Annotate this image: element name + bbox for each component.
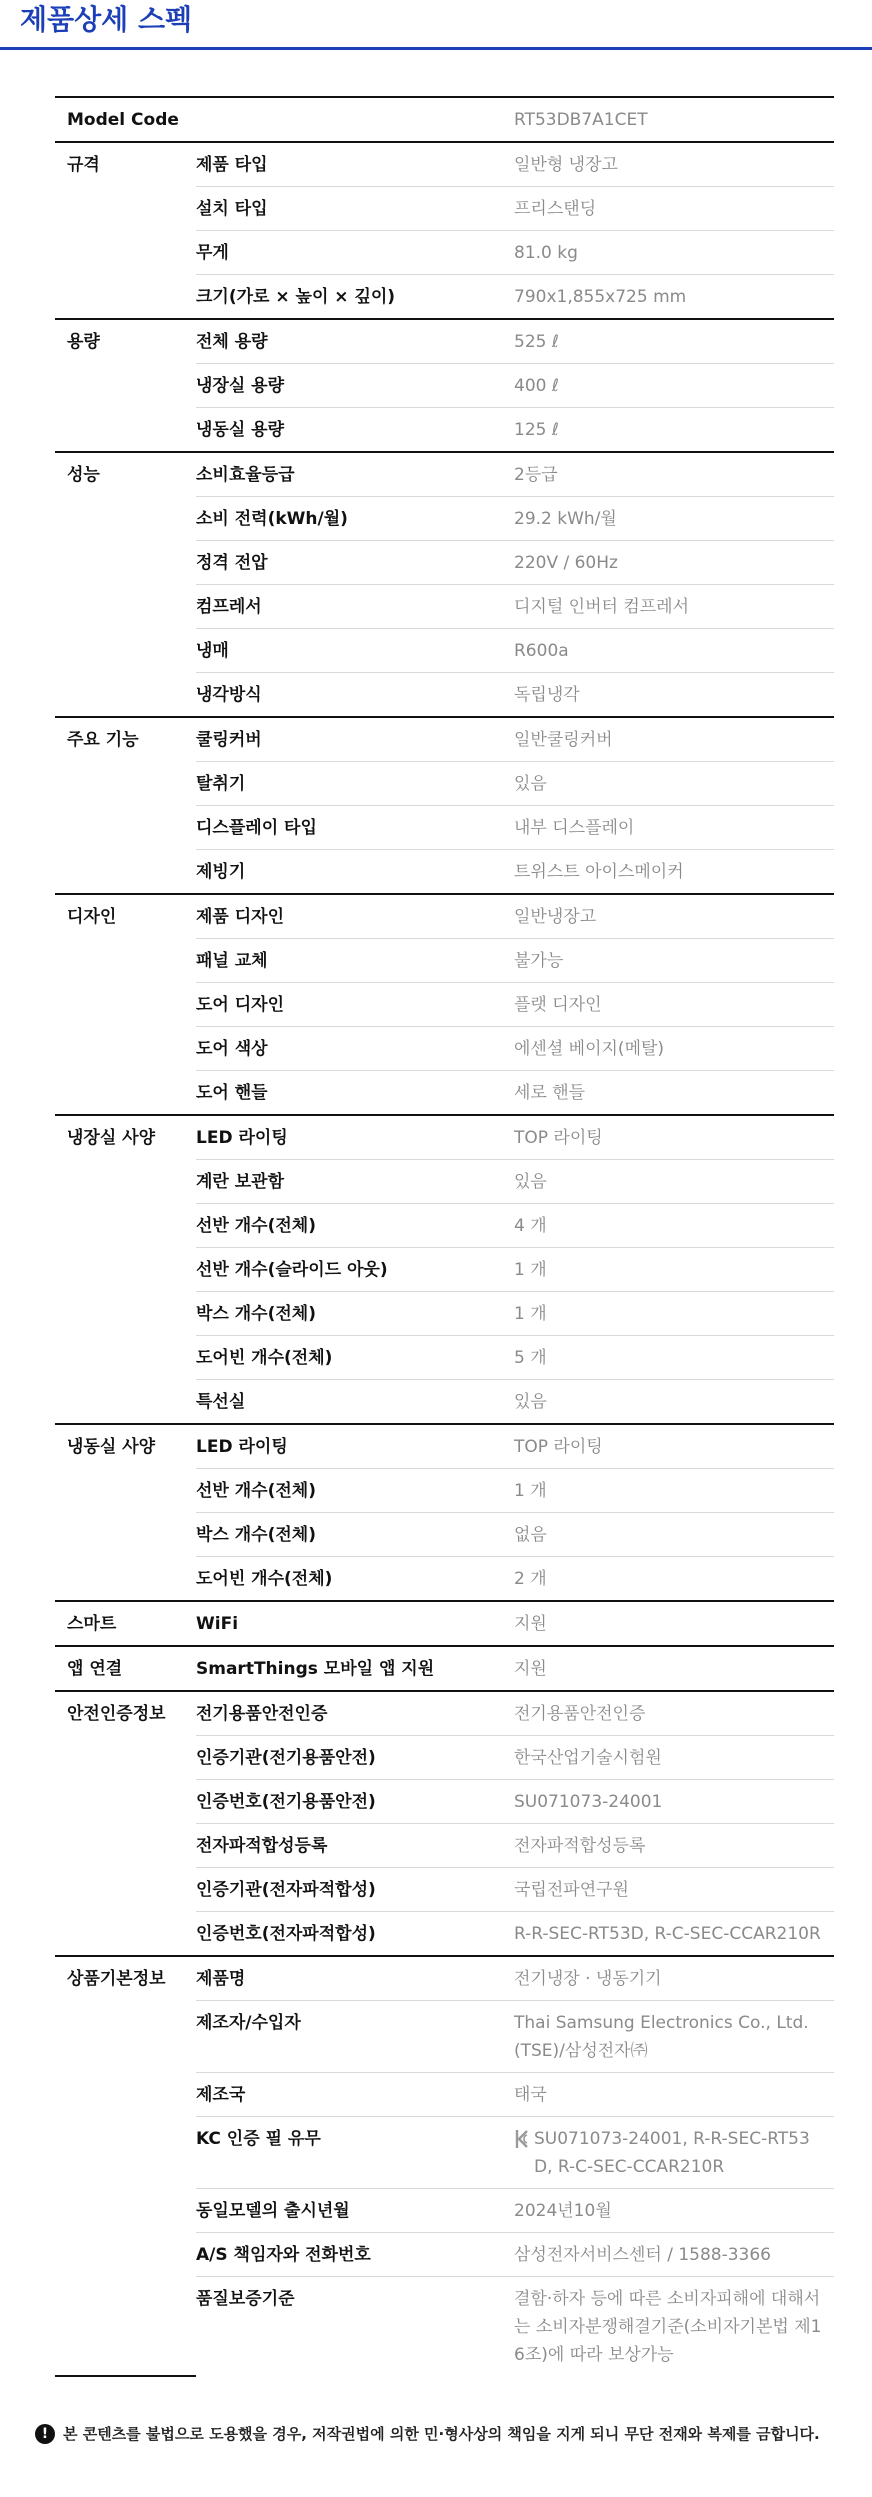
spec-value: 125 ℓ <box>514 420 559 440</box>
page-title: 제품상세 스펙 <box>20 3 193 36</box>
spec-value: 29.2 kWh/월 <box>514 497 834 541</box>
spec-value: 일반형 냉장고 <box>514 142 834 187</box>
spec-value: 525 ℓ <box>514 319 834 364</box>
spec-label: 선반 개수(슬라이드 아웃) <box>196 1248 514 1292</box>
spec-row <box>55 717 834 762</box>
spec-label: 무게 <box>196 231 514 275</box>
spec-group-cell <box>55 939 196 983</box>
spec-row <box>55 1868 834 1912</box>
spec-value: 2등급 <box>514 452 834 497</box>
spec-row <box>55 1824 834 1868</box>
spec-row <box>55 1557 834 1602</box>
spec-group-name: 냉동실 사양 <box>55 1424 196 1469</box>
spec-label: 인증번호(전기용품안전) <box>196 1780 514 1824</box>
spec-value: 전자파적합성등록 <box>514 1824 834 1868</box>
spec-label: KC 인증 필 유무 <box>196 2117 514 2189</box>
spec-group-cell <box>55 1248 196 1292</box>
spec-label: 설치 타입 <box>196 187 514 231</box>
spec-row <box>55 585 834 629</box>
spec-label: 소비 전력(kWh/월) <box>196 497 514 541</box>
spec-row <box>55 1646 834 1691</box>
spec-label: LED 라이팅 <box>196 1424 514 1469</box>
spec-value: 전기용품안전인증 <box>514 1691 834 1736</box>
spec-row <box>55 1601 834 1646</box>
spec-row <box>55 1956 834 2001</box>
spec-row <box>55 1380 834 1425</box>
spec-label: 선반 개수(전체) <box>196 1469 514 1513</box>
spec-row <box>55 2073 834 2117</box>
spec-value: TOP 라이팅 <box>514 1115 834 1160</box>
spec-row <box>55 629 834 673</box>
spec-row <box>55 364 834 408</box>
kc-mark-icon <box>514 2128 530 2150</box>
spec-label: 전체 용량 <box>196 319 514 364</box>
spec-row <box>55 1115 834 1160</box>
spec-value: Thai Samsung Electronics Co., Ltd. (TSE)/삼성전자㈜ <box>514 2001 834 2073</box>
spec-group-cell <box>55 408 196 453</box>
spec-value: 태국 <box>514 2073 834 2117</box>
spec-row <box>55 231 834 275</box>
spec-label: 냉매 <box>196 629 514 673</box>
spec-label: 동일모델의 출시년월 <box>196 2189 514 2233</box>
spec-value: 일반쿨링커버 <box>514 717 834 762</box>
spec-value: 국립전파연구원 <box>514 1868 834 1912</box>
spec-value: 삼성전자서비스센터 / 1588-3366 <box>514 2233 834 2277</box>
spec-value: SU071073-24001, R-R-SEC-RT53D, R-C-SEC-CCAR210R <box>534 2129 810 2177</box>
spec-label: 도어빈 개수(전체) <box>196 1569 333 1589</box>
spec-value: 디지털 인버터 컴프레서 <box>514 585 834 629</box>
spec-label: 냉동실 용량 <box>196 420 285 440</box>
spec-value: 전기냉장 · 냉동기기 <box>514 1956 834 2001</box>
spec-value: R600a <box>514 629 834 673</box>
spec-value: 에센셜 베이지(메탈) <box>514 1027 834 1071</box>
spec-group-name: 스마트 <box>55 1601 196 1646</box>
spec-value: 세로 핸들 <box>514 1083 586 1103</box>
spec-row <box>55 1424 834 1469</box>
spec-group-cell <box>55 1292 196 1336</box>
spec-label: 박스 개수(전체) <box>196 1292 514 1336</box>
spec-value: 1 개 <box>514 1292 834 1336</box>
spec-group-cell <box>55 275 196 320</box>
spec-group-cell <box>55 2189 196 2233</box>
spec-value: 트위스트 아이스메이커 <box>514 862 684 882</box>
spec-row <box>55 1160 834 1204</box>
spec-group-cell <box>55 1027 196 1071</box>
spec-value: SU071073-24001 <box>514 1780 834 1824</box>
spec-label: 계란 보관함 <box>196 1160 514 1204</box>
spec-row <box>55 939 834 983</box>
spec-row <box>55 452 834 497</box>
spec-group-name: 용량 <box>55 319 196 364</box>
spec-row <box>55 1912 834 1957</box>
spec-value: 1 개 <box>514 1248 834 1292</box>
spec-row <box>55 1691 834 1736</box>
model-code-row <box>55 97 834 142</box>
spec-group-cell <box>55 1513 196 1557</box>
spec-row <box>55 275 834 320</box>
spec-label: 정격 전압 <box>196 541 514 585</box>
spec-label: 박스 개수(전체) <box>196 1513 514 1557</box>
spec-value: TOP 라이팅 <box>514 1424 834 1469</box>
spec-label: 품질보증기준 <box>196 2289 295 2309</box>
spec-value: 있음 <box>514 762 834 806</box>
spec-label: 제품 타입 <box>196 142 514 187</box>
spec-group-cell <box>55 1160 196 1204</box>
model-code-label: Model Code <box>55 97 514 142</box>
spec-row <box>55 850 834 895</box>
spec-value: 81.0 kg <box>514 231 834 275</box>
spec-group-cell <box>55 1736 196 1780</box>
spec-group-cell <box>55 629 196 673</box>
model-code-value: RT53DB7A1CET <box>514 97 834 142</box>
spec-group-name: 주요 기능 <box>55 717 196 762</box>
spec-label: WiFi <box>196 1601 514 1646</box>
spec-group-cell <box>55 497 196 541</box>
spec-group-name: 냉장실 사양 <box>55 1115 196 1160</box>
spec-label: 디스플레이 타입 <box>196 806 514 850</box>
spec-value: 2024년10월 <box>514 2189 834 2233</box>
spec-label: 인증기관(전자파적합성) <box>196 1868 514 1912</box>
spec-row <box>55 2233 834 2277</box>
spec-row <box>55 319 834 364</box>
spec-value: 프리스탠딩 <box>514 187 834 231</box>
spec-group-name: 디자인 <box>55 894 196 939</box>
spec-value: 2 개 <box>514 1569 547 1589</box>
spec-group-cell <box>55 1557 196 1602</box>
spec-label: 소비효율등급 <box>196 452 514 497</box>
spec-label: 냉각방식 <box>196 685 262 705</box>
kc-mark-group <box>514 2125 828 2181</box>
exclamation-icon: ! <box>35 2424 55 2444</box>
spec-label: 특선실 <box>196 1392 246 1412</box>
spec-value: 400 ℓ <box>514 364 834 408</box>
spec-label: 크기(가로 × 높이 × 깊이) <box>196 287 396 307</box>
spec-value: 있음 <box>514 1160 834 1204</box>
copyright-notice <box>35 2423 872 2444</box>
spec-label: LED 라이팅 <box>196 1115 514 1160</box>
spec-label: 패널 교체 <box>196 939 514 983</box>
spec-row <box>55 806 834 850</box>
spec-group-name: 안전인증정보 <box>55 1691 196 1736</box>
spec-value: R-R-SEC-RT53D, R-C-SEC-CCAR210R <box>514 1924 821 1944</box>
spec-value: 플랫 디자인 <box>514 983 834 1027</box>
spec-group-cell <box>55 1868 196 1912</box>
spec-group-cell <box>55 187 196 231</box>
spec-value: 지원 <box>514 1646 834 1691</box>
spec-section <box>55 96 834 2377</box>
spec-row <box>55 1336 834 1380</box>
spec-value: 지원 <box>514 1601 834 1646</box>
spec-group-cell <box>55 231 196 275</box>
spec-group-cell <box>55 2001 196 2073</box>
spec-row <box>55 2117 834 2189</box>
spec-row <box>55 983 834 1027</box>
spec-value: 불가능 <box>514 939 834 983</box>
spec-label: 제조국 <box>196 2073 514 2117</box>
spec-label: 제품명 <box>196 1956 514 2001</box>
spec-label: 제품 디자인 <box>196 894 514 939</box>
spec-label: 컴프레서 <box>196 585 514 629</box>
spec-value: 없음 <box>514 1513 834 1557</box>
spec-group-cell <box>55 673 196 718</box>
spec-group-cell <box>55 1380 196 1425</box>
spec-label: 제빙기 <box>196 862 246 882</box>
spec-label: 도어 디자인 <box>196 983 514 1027</box>
spec-label: 인증기관(전기용품안전) <box>196 1736 514 1780</box>
spec-value: 내부 디스플레이 <box>514 806 834 850</box>
spec-row <box>55 894 834 939</box>
spec-value: 1 개 <box>514 1469 834 1513</box>
spec-group-cell <box>55 585 196 629</box>
spec-value: 5 개 <box>514 1336 834 1380</box>
notice-text: 본 콘텐츠를 불법으로 도용했을 경우, 저작권법에 의한 민·형사상의 책임을 지게 되니 무단 전재와 복제를 금합니다. <box>63 2425 820 2443</box>
spec-group-cell <box>55 2277 196 2377</box>
spec-group-cell <box>55 1204 196 1248</box>
spec-group-cell <box>55 1824 196 1868</box>
spec-group-cell <box>55 762 196 806</box>
spec-row <box>55 497 834 541</box>
spec-group-name: 성능 <box>55 452 196 497</box>
spec-label: 전기용품안전인증 <box>196 1691 514 1736</box>
spec-group-cell <box>55 2233 196 2277</box>
spec-value: 독립냉각 <box>514 685 580 705</box>
spec-row <box>55 1248 834 1292</box>
spec-value: 220V / 60Hz <box>514 541 834 585</box>
spec-label: 인증번호(전자파적합성) <box>196 1924 376 1944</box>
spec-row <box>55 2001 834 2073</box>
spec-group-cell <box>55 1071 196 1116</box>
spec-row <box>55 1469 834 1513</box>
spec-value-cell <box>514 2117 834 2189</box>
spec-group-cell <box>55 364 196 408</box>
spec-label: 제조자/수입자 <box>196 2001 514 2073</box>
spec-value: 790x1,855x725 mm <box>514 287 687 307</box>
spec-row <box>55 187 834 231</box>
spec-label: 전자파적합성등록 <box>196 1824 514 1868</box>
spec-label: 도어 핸들 <box>196 1083 268 1103</box>
spec-group-name: 규격 <box>55 142 196 187</box>
spec-value: 4 개 <box>514 1204 834 1248</box>
spec-group-name: 상품기본정보 <box>55 1956 196 2001</box>
spec-row <box>55 1780 834 1824</box>
spec-group-cell <box>55 1912 196 1957</box>
page-header <box>0 0 872 50</box>
spec-group-cell <box>55 850 196 895</box>
spec-table <box>55 96 834 2377</box>
spec-group-cell <box>55 1780 196 1824</box>
spec-label: 탈취기 <box>196 762 514 806</box>
spec-value: 한국산업기술시험원 <box>514 1736 834 1780</box>
spec-group-cell <box>55 2117 196 2189</box>
spec-value: 결함·하자 등에 따른 소비자피해에 대해서는 소비자분쟁해결기준(소비자기본법 제16조)에 따라 보상가능 <box>514 2289 822 2365</box>
spec-label: 도어빈 개수(전체) <box>196 1336 514 1380</box>
spec-label: 쿨링커버 <box>196 717 514 762</box>
spec-row <box>55 673 834 718</box>
spec-row <box>55 1204 834 1248</box>
spec-label: A/S 책임자와 전화번호 <box>196 2233 514 2277</box>
spec-value: 일반냉장고 <box>514 894 834 939</box>
spec-group-cell <box>55 983 196 1027</box>
spec-label: 선반 개수(전체) <box>196 1204 514 1248</box>
spec-row <box>55 1027 834 1071</box>
spec-row <box>55 142 834 187</box>
spec-group-cell <box>55 1469 196 1513</box>
spec-row <box>55 1292 834 1336</box>
spec-label: 도어 색상 <box>196 1027 514 1071</box>
spec-row <box>55 2277 834 2377</box>
spec-row <box>55 2189 834 2233</box>
spec-group-cell <box>55 1336 196 1380</box>
spec-group-name: 앱 연결 <box>55 1646 196 1691</box>
spec-group-cell <box>55 806 196 850</box>
spec-group-cell <box>55 541 196 585</box>
spec-value: 있음 <box>514 1392 547 1412</box>
spec-group-cell <box>55 2073 196 2117</box>
spec-row <box>55 762 834 806</box>
spec-row <box>55 541 834 585</box>
spec-label: 냉장실 용량 <box>196 364 514 408</box>
spec-label: SmartThings 모바일 앱 지원 <box>196 1646 514 1691</box>
spec-row <box>55 408 834 453</box>
spec-row <box>55 1736 834 1780</box>
spec-row <box>55 1513 834 1557</box>
spec-row <box>55 1071 834 1116</box>
